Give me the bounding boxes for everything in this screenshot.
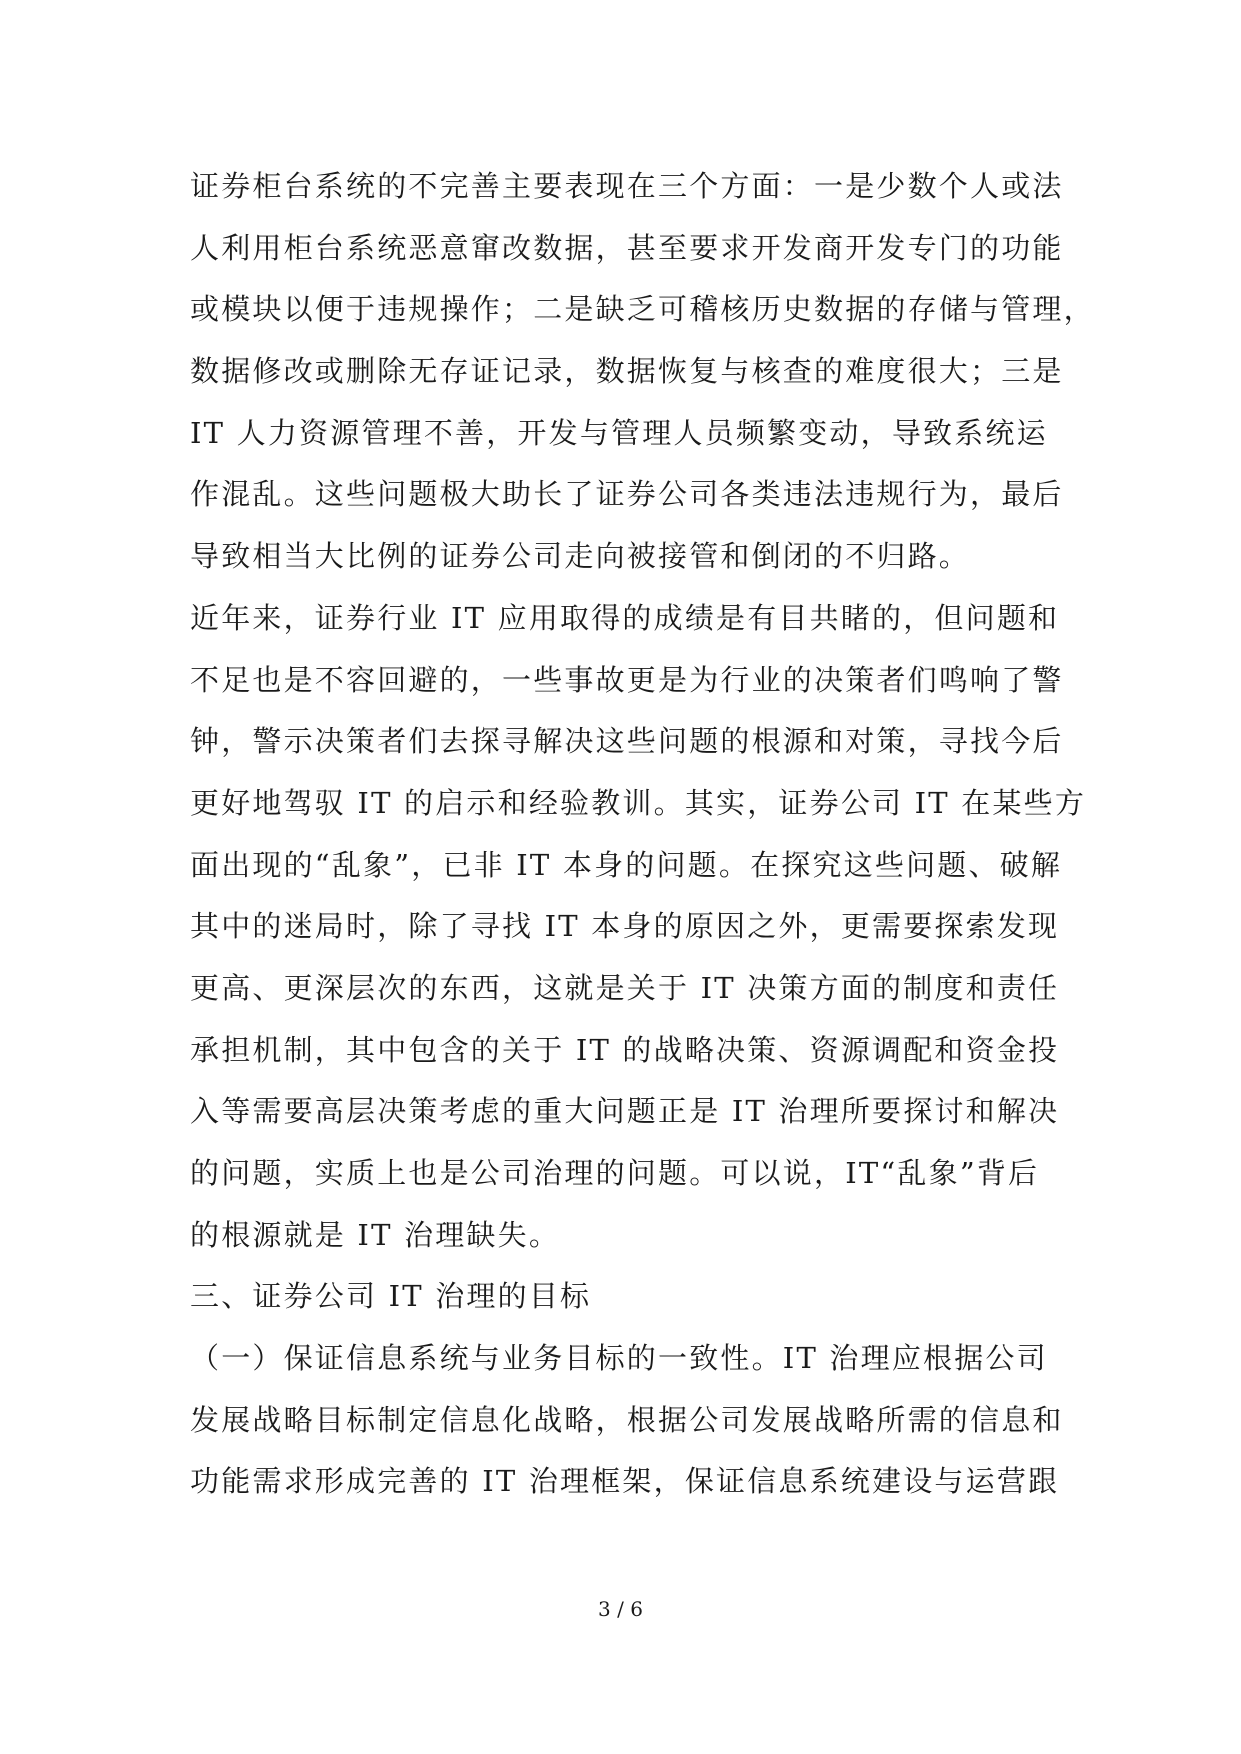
text-line: IT 人力资源管理不善，开发与管理人员频繁变动，导致系统运 [190, 415, 1048, 450]
text-line: 或模块以便于违规操作；二是缺乏可稽核历史数据的存储与管理， [190, 292, 1095, 327]
text-line: 更好地驾驭 IT 的启示和经验教训。其实，证券公司 IT 在某些方 [190, 785, 1087, 820]
text-line: 面出现的“乱象”，已非 IT 本身的问题。在探究这些问题、破解 [190, 847, 1063, 882]
text-line: 钟，警示决策者们去探寻解决这些问题的根源和对策，寻找今后 [190, 724, 1064, 759]
text-line: 作混乱。这些问题极大助长了证券公司各类违法违规行为，最后 [190, 477, 1064, 512]
text-line: 的问题，实质上也是公司治理的问题。可以说，IT“乱象”背后 [190, 1156, 1040, 1190]
section-heading: 三、证券公司 IT 治理的目标 [190, 1279, 592, 1314]
text-line: 导致相当大比例的证券公司走向被接管和倒闭的不归路。 [190, 539, 971, 574]
page-number: 3 / 6 [598, 1597, 643, 1621]
text-line: 功能需求形成完善的 IT 治理框架，保证信息系统建设与运营跟 [190, 1464, 1060, 1499]
text-line: 承担机制，其中包含的关于 IT 的战略决策、资源调配和资金投 [190, 1032, 1060, 1067]
text-line: 证券柜台系统的不完善主要表现在三个方面：一是少数个人或法 [190, 169, 1064, 203]
text-line: 发展战略目标制定信息化战略，根据公司发展战略所需的信息和 [190, 1402, 1064, 1437]
body-text [190, 156, 1095, 1513]
text-line: 更高、更深层次的东西，这就是关于 IT 决策方面的制度和责任 [190, 970, 1060, 1005]
text-line: 近年来，证券行业 IT 应用取得的成绩是有目共睹的，但问题和 [190, 600, 1060, 635]
text-line: 不足也是不容回避的，一些事故更是为行业的决策者们鸣响了警 [190, 662, 1064, 697]
text-line: 人利用柜台系统恶意窜改数据，甚至要求开发商开发专门的功能 [190, 230, 1064, 265]
text-line: 数据修改或删除无存证记录，数据恢复与核查的难度很大；三是 [190, 354, 1064, 389]
text-line: 其中的迷局时，除了寻找 IT 本身的原因之外，更需要探索发现 [190, 909, 1060, 944]
text-line: 的根源就是 IT 治理缺失。 [190, 1217, 561, 1252]
text-line: 入等需要高层决策考虑的重大问题正是 IT 治理所要探讨和解决 [190, 1094, 1060, 1129]
text-line: （一）保证信息系统与业务目标的一致性。IT 治理应根据公司 [190, 1341, 1048, 1376]
